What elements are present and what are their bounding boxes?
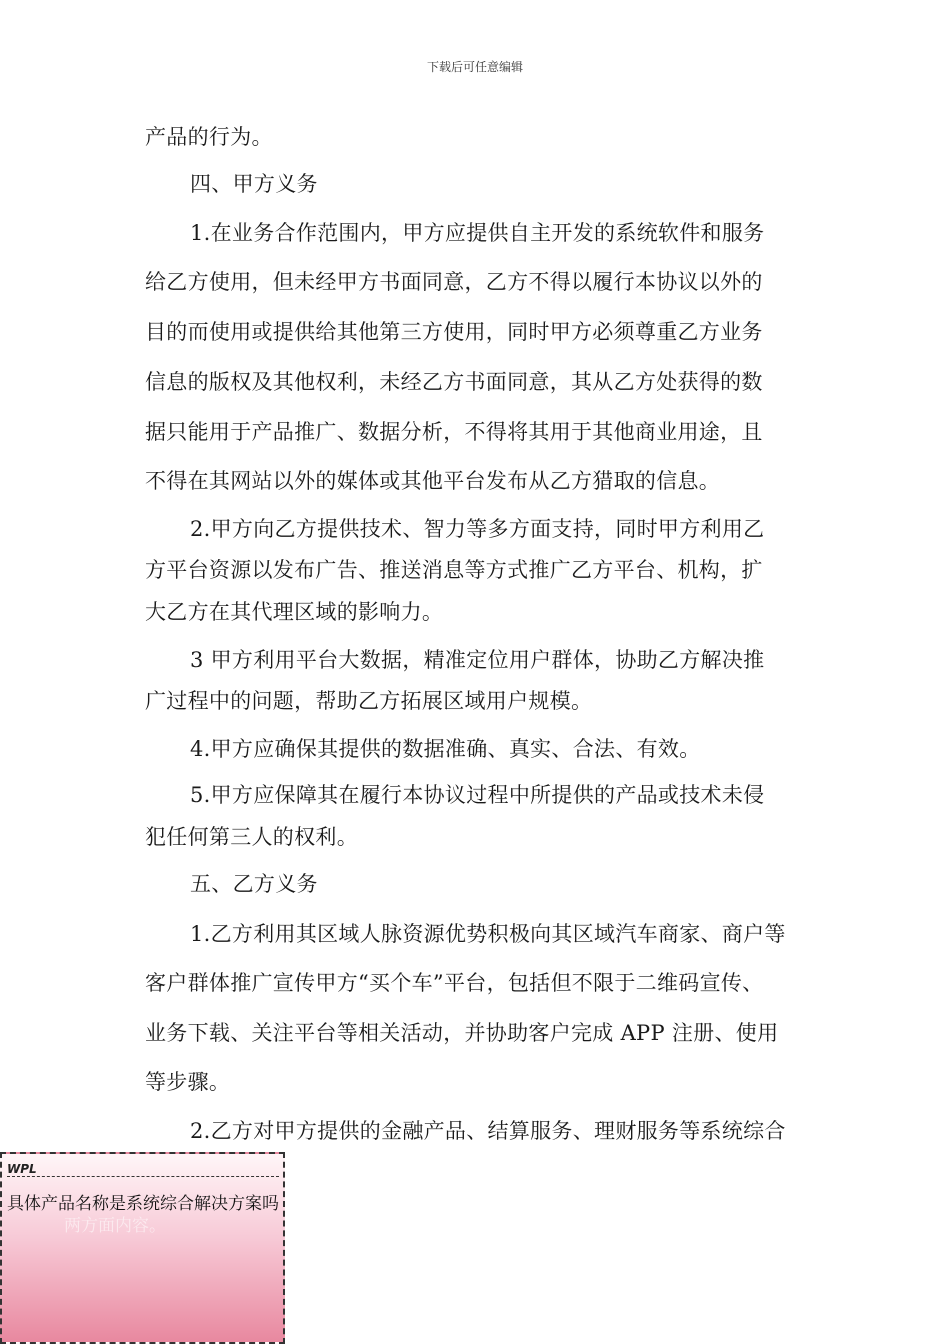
body-line: 给乙方使用，但未经甲方书面同意，乙方不得以履行本协议以外的 <box>145 270 763 294</box>
body-line: 1.在业务合作范围内，甲方应提供自主开发的系统软件和服务 <box>190 221 765 245</box>
body-line: 不得在其网站以外的媒体或其他平台发布从乙方猎取的信息。 <box>145 469 721 493</box>
comment-text: 具体产品名称是系统综合解决方案吗 <box>7 1194 279 1214</box>
body-line: 据只能用于产品推广、数据分析，不得将其用于其他商业用途，且 <box>145 420 763 444</box>
body-line: 3 甲方利用平台大数据，精准定位用户群体，协助乙方解决推 <box>190 648 765 672</box>
section-heading: 四、甲方义务 <box>190 172 318 196</box>
body-line: 2.乙方对甲方提供的金融产品、结算服务、理财服务等系统综合 <box>190 1119 786 1143</box>
body-line: 4.甲方应确保其提供的数据准确、真实、合法、有效。 <box>190 737 701 761</box>
section-heading: 五、乙方义务 <box>190 872 318 896</box>
body-line: 业务下载、关注平台等相关活动，并协助客户完成 APP 注册、使用 <box>145 1021 779 1045</box>
body-line: 1.乙方利用其区域人脉资源优势积极向其区域汽车商家、商户等 <box>190 922 786 946</box>
body-line: 目的而使用或提供给其他第三方使用，同时甲方必须尊重乙方业务 <box>145 320 763 344</box>
body-line: 等步骤。 <box>145 1070 231 1094</box>
body-line: 方平台资源以发布广告、推送消息等方式推广乙方平台、机构，扩 <box>145 558 763 582</box>
comment-separator <box>7 1176 279 1177</box>
body-line: 客户群体推广宣传甲方“买个车”平台，包括但不限于二维码宣传、 <box>145 971 764 995</box>
body-line: 5.甲方应保障其在履行本协议过程中所提供的产品或技术未侵 <box>190 783 765 807</box>
obscured-body-text: 两方面内容。 <box>64 1216 166 1236</box>
comment-author: WPL <box>7 1162 37 1176</box>
body-line: 2.甲方向乙方提供技术、智力等多方面支持，同时甲方利用乙 <box>190 517 765 541</box>
body-line: 广过程中的问题，帮助乙方拓展区域用户规模。 <box>145 689 593 713</box>
body-line: 产品的行为。 <box>145 125 273 149</box>
body-line: 犯任何第三人的权利。 <box>145 825 358 849</box>
body-line: 信息的版权及其他权利，未经乙方书面同意，其从乙方处获得的数 <box>145 370 763 394</box>
comment-balloon[interactable] <box>0 1152 285 1344</box>
page-header: 下载后可任意编辑 <box>426 60 523 74</box>
body-line: 大乙方在其代理区域的影响力。 <box>145 600 444 624</box>
